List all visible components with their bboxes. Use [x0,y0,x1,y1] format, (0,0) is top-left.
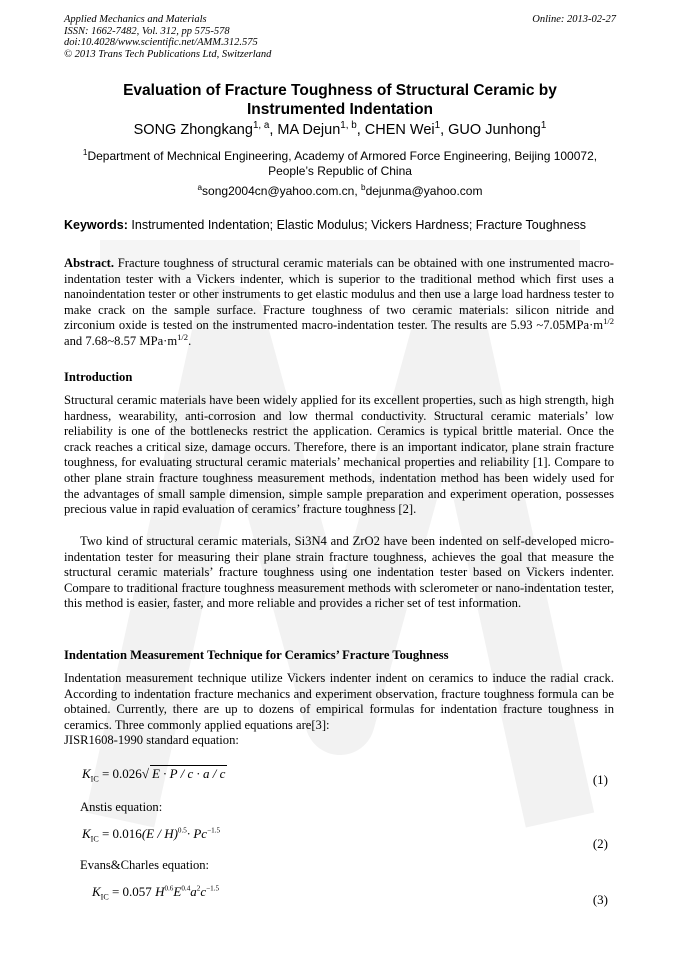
eq2-k: K [82,826,91,841]
title-line-2: Instrumented Indentation [247,101,433,118]
eq2-term: · Pc [186,826,208,841]
affiliation [64,149,616,178]
copyright: © 2013 Trans Tech Publications Ltd, Switzerland [64,48,272,60]
keywords-label: Keywords: [64,218,128,232]
issn: ISSN: 1662-7482, Vol. 312, pp 575-578 [64,25,230,37]
introduction-paragraph-1: Structural ceramic materials have been widely applied for its excellent properties, such as high strength, high hardness, wearability, anti-corrosion and low thermal conductivity. Structural ceramic materials’ low reliability is one of the bottlenecks restrict the application. Ceramics is typical brittle material. Once the crack reaches a critical size, damage occurs. Therefore, there is an important indicator, plane strain fracture toughness, for evaluating structural ceramic materials’ mechanical properties and reliability [1]. Compare to other plane strain fracture toughness measurement methods, indentation method has been widely used for the advantages of small sample dimension, simple sample preparation and experiment operation, possesses precious value in rapid evaluation of ceramics’ fracture toughness [2]. [64,393,614,517]
keywords [64,218,616,232]
equation-number-3: (3) [592,892,608,907]
email-a-sup: a [197,183,203,192]
eq3-exp-h: 0.6 [164,884,174,893]
anstis-equation-label: Anstis equation: [80,800,163,814]
section-heading-method: Indentation Measurement Technique for Ceramics’ Fracture Toughness [64,648,449,662]
eq1-k: K [82,766,91,781]
equation-number-2: (2) [592,836,608,851]
equation-2 [82,826,220,844]
eq3-h: H [155,884,165,899]
author-sup: 1, b [340,120,357,132]
eq3-exp-e: 0.4 [181,884,191,893]
affiliation-line-1: Department of Mechnical Engineering, Academy of Armored Force Engineering, Beijing 100072, [87,149,598,163]
eq1-sub: IC [90,774,99,784]
evans-equation-label: Evans&Charles equation: [80,858,210,872]
eq3-exp-c: −1.5 [206,884,220,893]
eq2-sub: IC [90,834,99,844]
method-paragraph [64,671,614,749]
keywords-text: Instrumented Indentation; Elastic Modulus; Vickers Hardness; Fracture Toughness [131,218,587,232]
affiliation-line-2: People’s Republic of China [268,163,412,178]
eq1-radicand: E · P / c · a / c [151,766,226,781]
abstract [64,256,614,350]
eq3-exp-a: 2 [196,884,201,893]
equation-number-1: (1) [592,772,608,787]
author-emails [64,184,616,198]
eq3-sub: IC [100,892,109,902]
affiliation-sup: 1 [82,148,88,157]
author: SONG Zhongkang [133,122,253,138]
abstract-text: Fracture toughness of structural ceramic materials can be obtained with one instrumented macro-indentation tester with a Vickers indenter, which is superior to the traditional method which first uses a nanoindentation tester or other instruments to get elastic modulus and then use a large load hardness tester to make crack on the sample surface. Fracture toughness of two ceramic materials: silicon nitride and zirconium oxide is tested on the instrumented macro-indentation tester. The results are 5.93 ~7.05MPa·m [64,256,614,333]
eq3-coef: = 0.057 [108,884,156,899]
online-date: Online: 2013-02-27 [532,14,616,25]
eq3-e: E [173,884,182,899]
doi: doi:10.4028/www.scientific.net/AMM.312.575 [64,37,258,48]
author-sup: 1, a [252,120,270,132]
author-sup: 1 [540,120,547,132]
publication-info [64,14,271,60]
abstract-sup: 1/2 [177,331,189,342]
author-list: SONG Zhongkang$^{1, a}$, MA Dejun$^{1, b}$, CHEN Wei$^1$, GUO Junhong$^1$ [133,120,547,138]
paper-title [64,81,616,119]
jis-equation-label: JISR1608-1990 standard equation: [64,733,239,748]
method-text: Indentation measurement technique utilize Vickers indenter indent on ceramics to induce the radial crack. According to indentation fracture mechanics and experiment observation, fracture toughness formula can be obtained. Currently, there are up to dozens of empirical formulas for indentation fracture toughness in ceramics. Three commonly applied equations are[3]: [64,671,614,732]
email-a[interactable]: song2004cn@yahoo.com.cn, [202,184,358,198]
author: GUO Junhong [448,122,541,138]
eq2-coef: = 0.016 [98,826,142,841]
eq3-c: c [200,884,207,899]
email-b[interactable]: dejunma@yahoo.com [365,184,483,198]
journal-name: Applied Mechanics and Materials [64,14,207,25]
author-sup: 1 [434,120,441,132]
author: MA Dejun [277,122,341,138]
eq2-exp2: −1.5 [207,826,221,835]
equation-3 [92,884,219,902]
abstract-text-mid: and 7.68~8.57 MPa·m [64,333,178,348]
abstract-label: Abstract. [64,256,115,270]
eq1-coef: = 0.026 [98,766,142,781]
email-b-sup: b [361,183,366,192]
introduction-paragraph-2: Two kind of structural ceramic materials, Si3N4 and ZrO2 have been indented on self-developed micro-indentation tester for measuring their plane strain fracture toughness, achieves the goal that measure the structural ceramic materials’ fracture toughness using one indentation tester based on Vickers indenter. Compare to traditional fracture toughness measurement methods with sclerometer or nano-indentation tester, this method is easier, faster, and more reliable and provides a richer set of test information. [64,534,614,611]
author: CHEN Wei [364,122,435,138]
equation-1: $K_{IC} = 0.026√$ E · P / c · a / c [82,766,226,784]
section-heading-introduction: Introduction [64,370,133,384]
abstract-sup: 1/2 [603,316,614,327]
abstract-text-end: . [188,333,192,348]
eq2-ratio: (E / H) [141,826,178,841]
title-line-1: Evaluation of Fracture Toughness of Structural Ceramic by [123,82,557,99]
eq2-exp: 0.5 [177,826,187,835]
eq3-k: K [92,884,101,899]
eq3-a: a [190,884,197,899]
